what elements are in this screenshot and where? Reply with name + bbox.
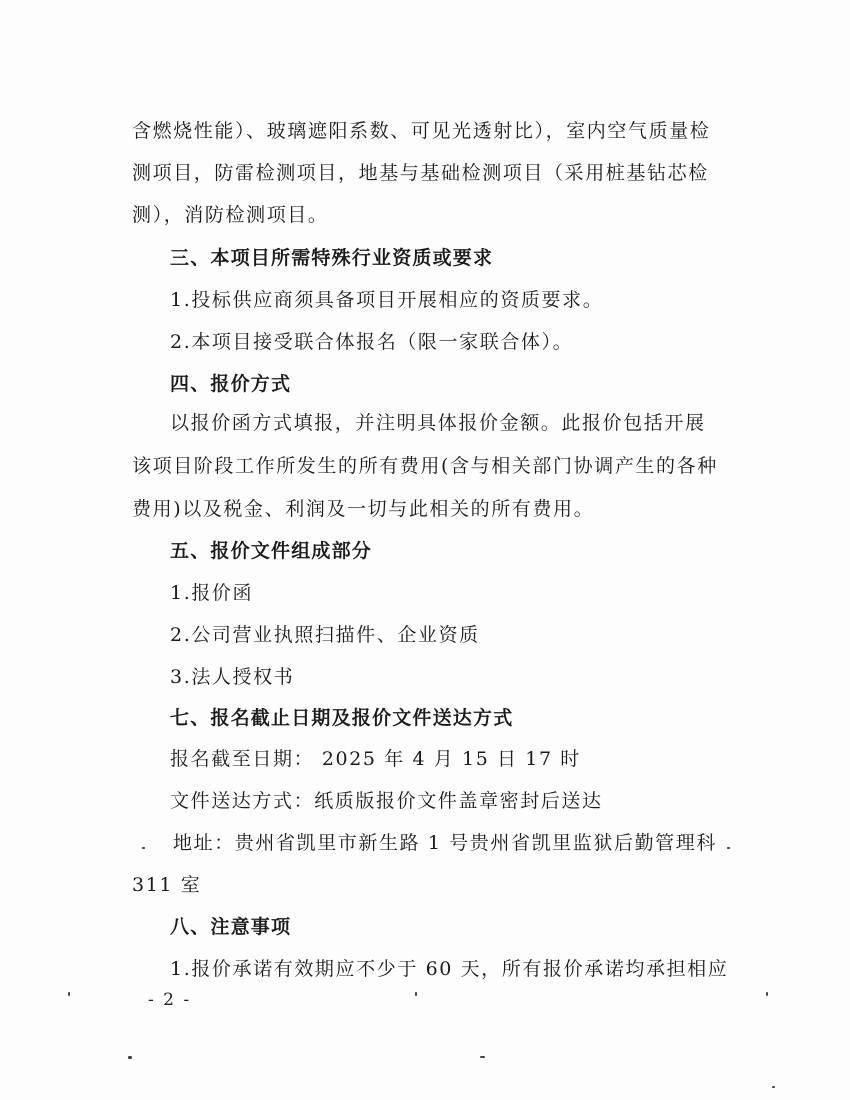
section-heading-7: 七、报名截止日期及报价文件送达方式 [170,707,514,729]
address-text: 地址：贵州省凯里市新生路 1 号贵州省凯里监狱后勤管理科 [173,832,717,854]
scan-speck [766,992,768,996]
paragraph-line: 该项目阶段工作所发生的所有费用(含与相关部门协调产生的各种 [132,455,718,477]
address-text: 311 室 [132,874,202,896]
list-item: 2.本项目接受联合体报名（限一家联合体）。 [170,331,574,353]
paragraph-line: 以报价函方式填报，并注明具体报价金额。此报价包括开展 [170,412,706,434]
scan-speck [142,847,145,849]
page-number: - 2 - [148,990,192,1010]
list-item: 1.报价承诺有效期应不少于 60 天，所有报价承诺均承担相应 [170,958,729,980]
section-heading-3: 三、本项目所需特殊行业资质或要求 [170,247,494,269]
section-heading-8: 八、注意事项 [170,916,292,938]
scan-speck [727,847,730,849]
list-item: 3.法人授权书 [170,666,295,688]
list-item: 1.投标供应商须具备项目开展相应的资质要求。 [170,289,604,311]
scan-speck [772,1086,775,1088]
list-item: 2.公司营业执照扫描件、企业资质 [170,624,480,646]
section-heading-4: 四、报价方式 [170,373,292,395]
scan-speck [68,992,70,996]
paragraph-line: 测项目，防雷检测项目，地基与基础检测项目（采用桩基钻芯检 [132,162,709,184]
paragraph-line: 测），消防检测项目。 [132,204,329,226]
delivery-text: 文件送达方式：纸质版报价文件盖章密封后送达 [170,790,603,812]
paragraph-line: 含燃烧性能）、玻璃遮阳系数、可见光透射比），室内空气质量检 [132,120,711,142]
paragraph-line: 费用)以及税金、利润及一切与此相关的所有费用。 [132,498,595,520]
list-item: 1.报价函 [170,582,254,604]
scan-speck [128,1056,132,1059]
scan-speck [415,992,417,996]
section-heading-5: 五、报价文件组成部分 [170,540,373,562]
deadline-text: 报名截至日期： 2025 年 4 月 15 日 17 时 [170,748,581,770]
scan-speck [480,1056,485,1058]
